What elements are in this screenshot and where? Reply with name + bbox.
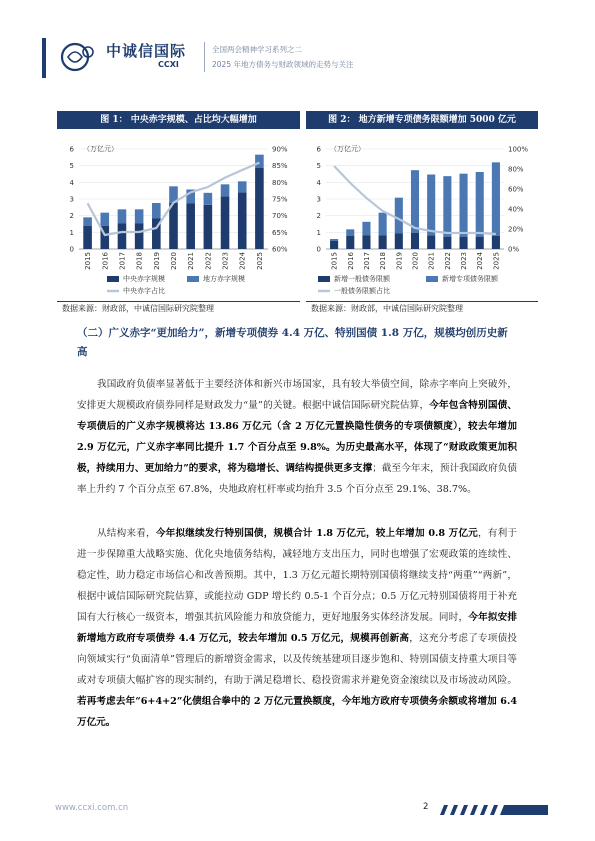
y2-tick-label: 85% [272, 162, 288, 171]
legend-label: 一般债务限额占比 [334, 287, 390, 295]
y2-tick-label: 100% [508, 145, 529, 154]
section-heading: （二）广义赤字“更加给力”，新增专项债券 4.4 万亿、特别国债 1.8 万亿，规模均创历史新高 [77, 327, 508, 358]
legend-swatch [318, 276, 330, 282]
bar-general-debt [379, 235, 387, 249]
y-tick-label: 6 [69, 145, 74, 154]
paragraph-2 [77, 523, 517, 733]
emphasis-text: 今年包含特别国债、专项债后的广义赤字规模将达 13.86 万亿元（含 2 万亿元置换隐性债务的专项债额度），较去年增加 2.9 万亿元，广义赤字率同比提升 1.7 个百分点至 9.8%。为历史最高水平，体现了“财政政策更加积极，持续用力、更加给力”的要求，将为稳增长、调结构提供更多支撑 [77, 400, 517, 474]
bar-special-debt [330, 239, 338, 241]
y-tick-label: 5 [69, 162, 74, 171]
y-tick-label: 0 [69, 245, 74, 254]
bar-central-deficit [255, 168, 264, 249]
figure1-bottom-rule [57, 301, 300, 302]
y-tick-label: 3 [69, 195, 74, 204]
y2-tick-label: 70% [272, 212, 288, 221]
bar-local-deficit [118, 209, 127, 223]
y2-tick-label: 65% [272, 228, 288, 237]
bar-local-deficit [135, 209, 144, 223]
x-tick-label: 2025 [492, 252, 501, 270]
logo-subtext: CCXI [158, 60, 179, 69]
figure1-chart [57, 131, 300, 302]
bar-special-debt [476, 172, 484, 237]
header-series-title: 全国两会精神学习系列之二 [212, 45, 302, 54]
bar-local-deficit [100, 213, 109, 226]
bar-special-debt [443, 176, 451, 237]
bar-central-deficit [204, 205, 213, 249]
y2-tick-label: 0% [508, 245, 520, 254]
x-tick-label: 2019 [395, 252, 404, 270]
bar-local-deficit [238, 181, 247, 192]
y-tick-label: 3 [316, 195, 321, 204]
figure2-bottom-rule [306, 301, 538, 302]
y-tick-label: 4 [69, 178, 74, 187]
legend-label: 新增一般债务限额 [334, 275, 390, 283]
legend-swatch [187, 276, 199, 282]
bar-central-deficit [221, 196, 230, 249]
bar-general-debt [476, 237, 484, 249]
x-tick-label: 2023 [460, 252, 469, 270]
bar-local-deficit [255, 155, 264, 168]
legend-label: 中央赤字占比 [123, 287, 165, 295]
y2-tick-label: 80% [272, 178, 288, 187]
x-tick-label: 2023 [221, 252, 230, 270]
footer-url: www.ccxi.com.cn [55, 803, 129, 813]
y-tick-label: 1 [69, 228, 74, 237]
ccxi-logo-icon [58, 40, 102, 74]
figure2-chart [306, 131, 538, 302]
figure1-title: 图 1： 中央赤字规模、占比均大幅增加 [57, 111, 300, 129]
bar-central-deficit [238, 192, 247, 249]
header-divider [204, 42, 205, 72]
bar-local-deficit [204, 193, 213, 205]
y2-tick-label: 80% [508, 165, 524, 174]
bar-central-deficit [186, 203, 195, 249]
legend-swatch [426, 276, 438, 282]
figure1-source: 数据来源：财政部，中诚信国际研究院整理 [62, 304, 214, 313]
bar-general-debt [427, 235, 435, 249]
y-tick-label: 2 [69, 212, 74, 221]
chart-unit-label: （万亿元） [330, 145, 365, 153]
x-tick-label: 2024 [476, 252, 485, 270]
y2-tick-label: 20% [508, 225, 524, 234]
legend-swatch [107, 276, 119, 282]
body-text: 我国政府负债率显著低于主要经济体和新兴市场国家，具有较大举债空间，除赤字率向上突破外，安排更大规模政府债券同样是财政发力“量”的关键。根据中诚信国际研究院估算， [77, 379, 517, 411]
x-tick-label: 2020 [170, 252, 178, 270]
header-accent-bar [42, 38, 46, 78]
emphasis-text: 若再考虑去年“6+4+2”化债组合拳中的 2 万亿元置换额度，今年地方政府专项债务余额或将增加 6.4 万亿元。 [77, 696, 517, 728]
bar-general-debt [411, 233, 419, 249]
y-tick-label: 1 [316, 228, 321, 237]
bar-central-deficit [169, 203, 178, 249]
bar-general-debt [330, 241, 338, 249]
figure2-source: 数据来源：财政部，中诚信国际研究院整理 [311, 304, 463, 313]
figure2-title: 图 2： 地方新增专项债务限额增加 5000 亿元 [306, 111, 538, 129]
y2-tick-label: 90% [272, 145, 288, 154]
bar-special-debt [395, 198, 403, 234]
x-tick-label: 2016 [101, 252, 110, 270]
y-tick-label: 2 [316, 212, 321, 221]
y-tick-label: 5 [316, 162, 321, 171]
paragraph-1 [77, 374, 517, 500]
y2-tick-label: 40% [508, 205, 524, 214]
footer-decoration [440, 805, 548, 815]
y-tick-label: 6 [316, 145, 321, 154]
body-text: 从结构来看， [97, 528, 156, 539]
bar-general-debt [492, 236, 500, 249]
bar-general-debt [346, 236, 354, 249]
bar-special-debt [346, 229, 354, 236]
bar-special-debt [411, 170, 419, 233]
bar-special-debt [460, 174, 468, 237]
y2-tick-label: 60% [272, 245, 288, 254]
y2-tick-label: 75% [272, 195, 288, 204]
bar-special-debt [362, 222, 370, 235]
x-tick-label: 2020 [411, 252, 420, 270]
y2-tick-label: 60% [508, 185, 524, 194]
bar-central-deficit [135, 223, 144, 249]
x-tick-label: 2021 [187, 252, 196, 270]
bar-central-deficit [83, 226, 92, 249]
bar-special-debt [427, 175, 435, 236]
bar-special-debt [379, 213, 387, 236]
legend-label: 新增专项债务限额 [442, 275, 498, 283]
x-tick-label: 2017 [362, 252, 371, 270]
header-report-title: 2025 年地方债务与财政领域的走势与关注 [212, 60, 354, 69]
bar-general-debt [460, 237, 468, 249]
body-text: ；截至今年末，预计我国政府负债率上升约 7 个百分点至 67.8%，央地政府杠杆率或均抬升 3.5 个百分点至 29.1%、38.7%。 [77, 463, 517, 495]
emphasis-text: 今年拟继续发行特别国债，规模合计 1.8 万亿元，较上年增加 0.8 万亿元 [155, 528, 478, 539]
logo-text: 中诚信国际 [106, 42, 187, 60]
body-text: ，这充分考虑了专项债投向领域实行“负面清单”管理后的新增资金需求，以及传统基建项目逐步饱和、特别国债支持重大项目等或对专项债大幅扩容的现实制约，有助于满足稳增长、稳投资需求并避免资金滚续以及市场波动风险。 [77, 633, 517, 686]
y-tick-label: 4 [316, 178, 321, 187]
x-tick-label: 2022 [204, 252, 213, 270]
body-text: ，有利于进一步保障重大战略实施、优化央地债务结构，减轻地方支出压力，同时也增强了宏观政策的连续性、稳定性，助力稳定市场信心和改善预期。其中，1.3 万亿元超长期特别国债将继续支持“两重”“两新”，根据中诚信国际研究院估算，或能拉动 GDP 增长约 0.5-1 个百分点；0.5 万亿元特别国债将用于补充国有大行核心一级资本，增强其抗风险能力和放贷能力，更好地服务实体经济发展。同时， [77, 528, 518, 623]
x-tick-label: 2022 [443, 252, 452, 270]
x-tick-label: 2018 [379, 252, 388, 270]
bar-local-deficit [83, 217, 92, 225]
bar-general-debt [362, 235, 370, 249]
bar-local-deficit [221, 184, 230, 196]
legend-label: 中央赤字规模 [123, 275, 165, 283]
emphasis-text: 今年拟安排新增地方政府专项债券 4.4 万亿元，较去年增加 0.5 万亿元，规模再创新高 [77, 612, 518, 644]
x-tick-label: 2025 [255, 252, 264, 270]
x-tick-label: 2019 [152, 252, 161, 270]
bar-central-deficit [118, 223, 127, 249]
x-tick-label: 2024 [238, 252, 247, 270]
x-tick-label: 2018 [135, 252, 144, 270]
bar-general-debt [443, 237, 451, 249]
bar-local-deficit [152, 203, 161, 219]
y-tick-label: 0 [316, 245, 321, 254]
legend-label: 地方赤字规模 [203, 275, 245, 283]
x-tick-label: 2015 [84, 252, 93, 270]
chart-unit-label: （万亿元） [83, 145, 118, 153]
x-tick-label: 2016 [346, 252, 355, 270]
bar-special-debt [492, 162, 500, 235]
x-tick-label: 2021 [427, 252, 436, 270]
x-tick-label: 2015 [330, 252, 339, 270]
bar-general-debt [395, 234, 403, 250]
page-number: 2 [423, 802, 429, 812]
x-tick-label: 2017 [118, 252, 127, 270]
